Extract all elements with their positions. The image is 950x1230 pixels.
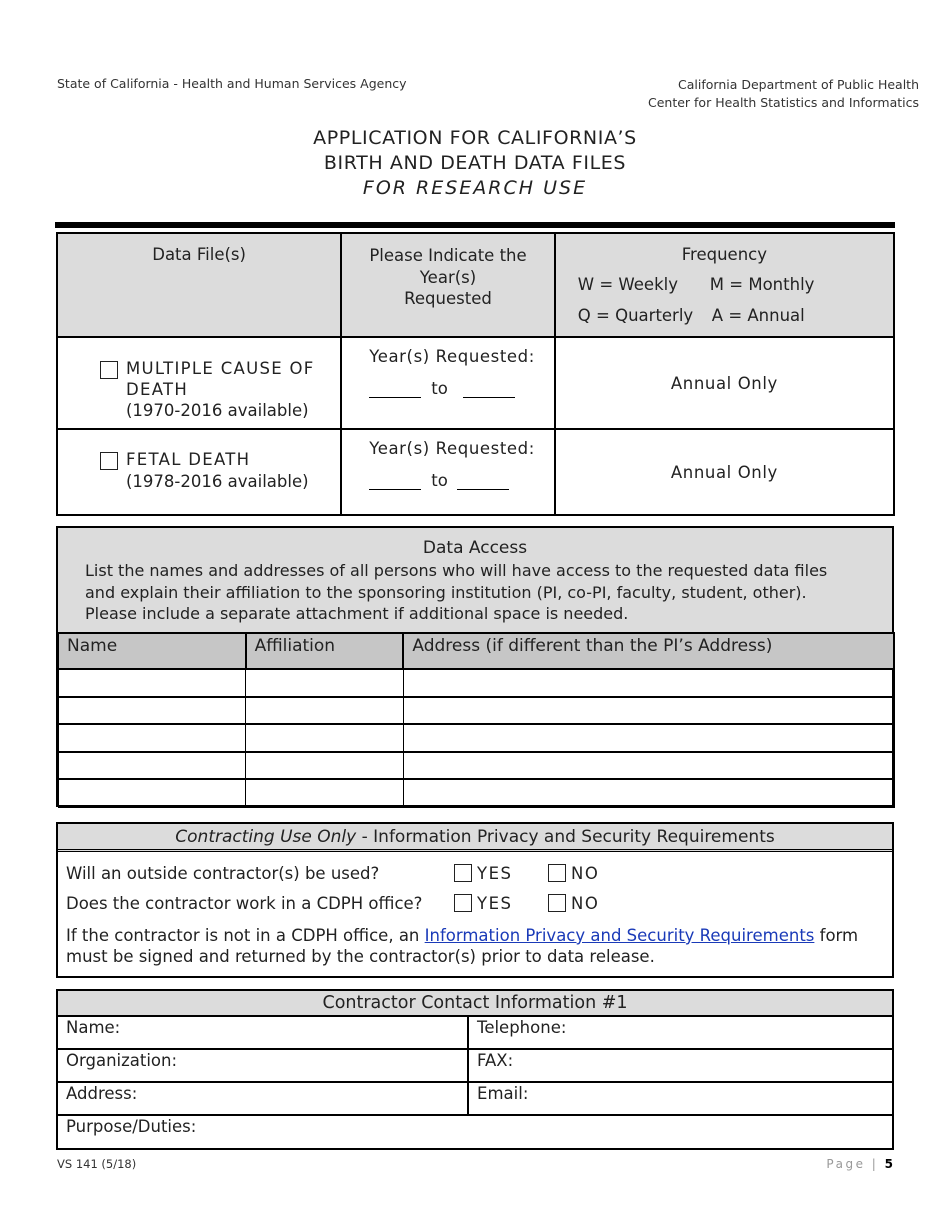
page-number: Page | 5 (826, 1157, 893, 1171)
outside-contractor-no-checkbox[interactable] (548, 864, 566, 882)
frequency-header-label: Frequency (681, 245, 768, 264)
name-field[interactable] (58, 697, 246, 725)
multiple-cause-cell (57, 337, 341, 429)
title-divider (55, 222, 895, 228)
years-header-line-3: Requested (404, 289, 492, 308)
contractor-telephone-field[interactable]: Telephone: (468, 1016, 893, 1049)
title-line-2: BIRTH AND DEATH DATA FILES (323, 152, 627, 174)
cdph-office-no-checkbox[interactable] (548, 894, 566, 912)
outside-contractor-yes-checkbox[interactable] (454, 864, 472, 882)
fetal-death-checkbox[interactable] (100, 452, 118, 470)
cdph-office-yes[interactable] (454, 894, 512, 913)
fetal-death-frequency: Annual Only (555, 429, 894, 515)
data-access-instructions (85, 560, 827, 625)
fetal-death-cell (57, 429, 341, 515)
contractor-note (66, 925, 858, 967)
affiliation-field[interactable] (246, 752, 404, 780)
multiple-cause-frequency: Annual Only (555, 337, 894, 429)
cdph-office-no[interactable] (548, 894, 599, 913)
contractor-organization-field[interactable]: Organization: (57, 1049, 468, 1082)
affiliation-field[interactable] (246, 697, 404, 725)
privacy-security-requirements-link[interactable]: Information Privacy and Security Requirements (424, 926, 815, 945)
outside-contractor-no-label: NO (571, 864, 600, 883)
contractor-contact-header-row (57, 990, 893, 1016)
contractor-fax-field[interactable]: FAX: (468, 1049, 893, 1082)
data-access-header (58, 528, 892, 632)
contractor-note-line-2: must be signed and returned by the contractor(s) prior to data release. (66, 947, 655, 966)
address-field[interactable] (403, 669, 894, 697)
contracting-title-rest: - Information Privacy and Security Requirements (356, 827, 775, 847)
multiple-cause-checkbox[interactable] (100, 361, 118, 379)
department-line-1: California Department of Public Health (678, 77, 919, 92)
fetal-death-year-from-field[interactable] (369, 476, 421, 490)
multiple-cause-years-cell (341, 337, 555, 429)
table-row (58, 779, 894, 807)
contractor-email-field[interactable]: Email: (468, 1082, 893, 1115)
agency-name: State of California - Health and Human Services Agency (57, 76, 407, 91)
multiple-cause-available: (1970-2016 available) (126, 401, 309, 420)
department-line-2: Center for Health Statistics and Informatics (647, 95, 919, 110)
table-row (57, 1082, 893, 1115)
col-data-files-header (57, 233, 341, 337)
cdph-office-yes-checkbox[interactable] (454, 894, 472, 912)
col-name-header: Name (58, 633, 246, 669)
address-field[interactable] (403, 697, 894, 725)
name-field[interactable] (58, 669, 246, 697)
col-frequency-header (555, 233, 894, 337)
name-field[interactable] (58, 779, 246, 807)
data-files-table (56, 232, 895, 516)
table-row (57, 1049, 893, 1082)
freq-weekly: W = Weekly (577, 275, 678, 294)
multiple-cause-year-to-field[interactable] (463, 384, 515, 398)
multiple-cause-label-1: MULTIPLE CAUSE OF (126, 359, 315, 378)
col-affiliation-header: Affiliation (246, 633, 404, 669)
data-files-header-label: Data File(s) (152, 245, 246, 264)
col-years-header (341, 233, 555, 337)
freq-quarterly: Q = Quarterly (577, 306, 694, 325)
cdph-office-yes-label: YES (477, 894, 513, 913)
table-row (58, 697, 894, 725)
outside-contractor-question: Will an outside contractor(s) be used? (66, 864, 380, 883)
address-field[interactable] (403, 779, 894, 807)
fetal-death-years-label: Year(s) Requested: (369, 439, 535, 458)
table-row (58, 669, 894, 697)
outside-contractor-yes-label: YES (477, 864, 513, 883)
multiple-cause-years-label: Year(s) Requested: (369, 347, 535, 366)
outside-contractor-no[interactable] (548, 864, 599, 883)
fetal-death-available: (1978-2016 available) (126, 472, 309, 491)
years-header-line-1: Please Indicate the (369, 246, 527, 265)
address-field[interactable] (403, 724, 894, 752)
table-row (57, 1115, 893, 1149)
contracting-header (58, 824, 892, 852)
data-access-title: Data Access (422, 538, 528, 558)
cdph-office-no-label: NO (571, 894, 600, 913)
freq-annual: A = Annual (711, 306, 805, 325)
contracting-section (56, 822, 894, 978)
affiliation-field[interactable] (246, 724, 404, 752)
table-row (58, 724, 894, 752)
contracting-title-italic: Contracting Use Only (175, 827, 357, 847)
years-header-line-2: Year(s) (419, 267, 477, 287)
affiliation-field[interactable] (246, 779, 404, 807)
name-field[interactable] (58, 752, 246, 780)
contractor-note-suffix: form (814, 926, 859, 945)
cdph-office-question: Does the contractor work in a CDPH office? (66, 894, 423, 913)
data-access-text-1: List the names and addresses of all persons who will have access to the requested data files (85, 561, 828, 580)
data-access-header-row (58, 633, 894, 669)
data-files-header-row (57, 233, 894, 337)
data-access-section (56, 526, 894, 807)
affiliation-field[interactable] (246, 669, 404, 697)
contractor-contact-table (56, 989, 894, 1150)
title-line-1: APPLICATION FOR CALIFORNIA’S (313, 127, 637, 149)
data-file-row-fetal-death (57, 429, 894, 515)
contractor-name-field[interactable]: Name: (57, 1016, 468, 1049)
page-title (0, 126, 950, 201)
multiple-cause-label-2: DEATH (126, 380, 189, 399)
name-field[interactable] (58, 724, 246, 752)
data-access-table (57, 632, 895, 808)
table-row (57, 1016, 893, 1049)
table-row (58, 752, 894, 780)
department-name (648, 76, 919, 112)
page-label: Page (826, 1157, 866, 1171)
contractor-note-prefix: If the contractor is not in a CDPH office, an (66, 926, 425, 945)
fetal-death-label: FETAL DEATH (126, 450, 251, 469)
contractor-contact-title: Contractor Contact Information #1 (57, 990, 893, 1016)
form-id: VS 141 (5/18) (57, 1157, 137, 1171)
data-file-row-multiple-cause (57, 337, 894, 429)
address-field[interactable] (403, 752, 894, 780)
multiple-cause-year-from-field[interactable] (369, 384, 421, 398)
multiple-cause-to-label: to (431, 379, 448, 398)
title-line-3: FOR RESEARCH USE (362, 177, 588, 199)
col-address-header: Address (if different than the PI’s Address) (403, 633, 894, 669)
contractor-purpose-field[interactable]: Purpose/Duties: (57, 1115, 893, 1149)
fetal-death-to-label: to (431, 471, 448, 490)
fetal-death-year-to-field[interactable] (457, 476, 509, 490)
page-number-value: 5 (884, 1157, 893, 1171)
freq-monthly: M = Monthly (709, 275, 815, 294)
fetal-death-years-cell (341, 429, 555, 515)
data-access-text-2: and explain their affiliation to the sponsoring institution (PI, co-PI, faculty, student, other). (85, 582, 807, 602)
contractor-address-field[interactable]: Address: (57, 1082, 468, 1115)
data-access-text-3: Please include a separate attachment if additional space is needed. (85, 604, 629, 623)
outside-contractor-yes[interactable] (454, 864, 512, 883)
